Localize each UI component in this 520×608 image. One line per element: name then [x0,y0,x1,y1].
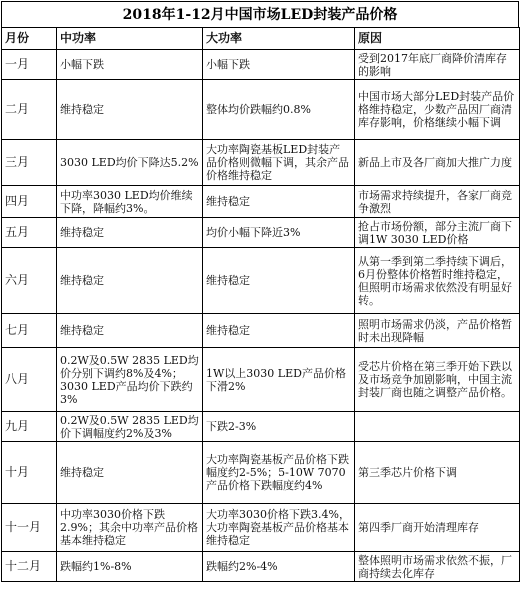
cell-mid-power: 跌幅约1%-8% [57,552,203,582]
cell-mid-power: 维持稳定 [57,248,203,314]
cell-high-power: 小幅下跌 [203,50,355,80]
cell-high-power: 均价小幅下降近3% [203,218,355,248]
header-row [2,28,520,50]
cell-month: 十二月 [2,552,57,582]
header-month: 月份 [2,28,57,50]
cell-month: 六月 [2,248,57,314]
cell-mid-power: 小幅下跌 [57,50,203,80]
price-table-document [1,1,519,582]
cell-mid-power: 0.2W及0.5W 2835 LED均价分别下调约8%及4%；3030 LED产品均价下跌约3% [57,348,203,412]
cell-mid-power: 3030 LED均价下降达5.2% [57,140,203,186]
table-row [2,412,520,442]
cell-mid-power: 中功率3030 LED均价维续下降，降幅约3%。 [57,186,203,218]
cell-mid-power: 0.2W及0.5W 2835 LED均价下调幅度约2%及3% [57,412,203,442]
cell-month: 四月 [2,186,57,218]
cell-month: 七月 [2,314,57,348]
cell-reason: 从第一季到第二季持续下调后，6月份整体价格暂时维持稳定，但照明市场需求依然没有明显好转。 [355,248,520,314]
cell-reason: 受到2017年底厂商降价清库存的影响 [355,50,520,80]
table-title: 2018年1-12月中国市场LED封装产品价格 [1,1,519,27]
cell-mid-power: 中功率3030价格下跌2.9%；其余中功率产品价格基本维持稳定 [57,504,203,552]
cell-month: 一月 [2,50,57,80]
cell-month: 五月 [2,218,57,248]
table-row [2,186,520,218]
cell-mid-power: 维持稳定 [57,80,203,140]
cell-reason: 照明市场需求仍淡，产品价格暂时未出现降幅 [355,314,520,348]
header-high-power: 大功率 [203,28,355,50]
cell-high-power: 维持稳定 [203,186,355,218]
table-row [2,248,520,314]
cell-high-power: 维持稳定 [203,248,355,314]
cell-reason: 新品上市及各厂商加大推广力度 [355,140,520,186]
table-row [2,348,520,412]
table-row [2,552,520,582]
cell-reason: 第三季芯片价格下调 [355,442,520,504]
cell-mid-power: 维持稳定 [57,314,203,348]
cell-reason: 中国市场大部分LED封装产品价格维持稳定，少数产品因厂商清库存影响，价格继续小幅下调 [355,80,520,140]
table-row [2,80,520,140]
table-row [2,314,520,348]
cell-high-power: 大功率3030价格下跌3.4%，大功率陶瓷基板产品价格基本维持稳定 [203,504,355,552]
table-row [2,140,520,186]
cell-high-power: 1W以上3030 LED产品价格下滑2% [203,348,355,412]
cell-month: 十月 [2,442,57,504]
cell-mid-power: 维持稳定 [57,218,203,248]
price-table [1,27,520,582]
table-row [2,442,520,504]
cell-month: 十一月 [2,504,57,552]
cell-high-power: 整体均价跌幅约0.8% [203,80,355,140]
header-reason: 原因 [355,28,520,50]
cell-reason: 抢占市场份额，部分主流厂商下调1W 3030 LED价格 [355,218,520,248]
cell-high-power: 大功率陶瓷基板LED封装产品价格则微幅下调，其余产品价格维持稳定 [203,140,355,186]
cell-high-power: 大功率陶瓷基板产品价格下跌幅度约2-5%；5-10W 7070产品价格下跌幅度约4% [203,442,355,504]
table-row [2,504,520,552]
cell-reason: 第四季厂商开始清理库存 [355,504,520,552]
table-row [2,50,520,80]
cell-month: 三月 [2,140,57,186]
cell-mid-power: 维持稳定 [57,442,203,504]
cell-reason: 受芯片价格在第三季开始下跌以及市场竞争加剧影响，中国主流封装厂商也随之调整产品价格。 [355,348,520,412]
cell-month: 二月 [2,80,57,140]
cell-reason: 市场需求持续提升，各家厂商竞争激烈 [355,186,520,218]
cell-month: 九月 [2,412,57,442]
cell-reason: 整体照明市场需求依然不振，厂商持续去化库存 [355,552,520,582]
cell-reason [355,412,520,442]
cell-high-power: 跌幅约2%-4% [203,552,355,582]
table-row [2,218,520,248]
cell-high-power: 下跌2-3% [203,412,355,442]
header-mid-power: 中功率 [57,28,203,50]
cell-month: 八月 [2,348,57,412]
cell-high-power: 维持稳定 [203,314,355,348]
